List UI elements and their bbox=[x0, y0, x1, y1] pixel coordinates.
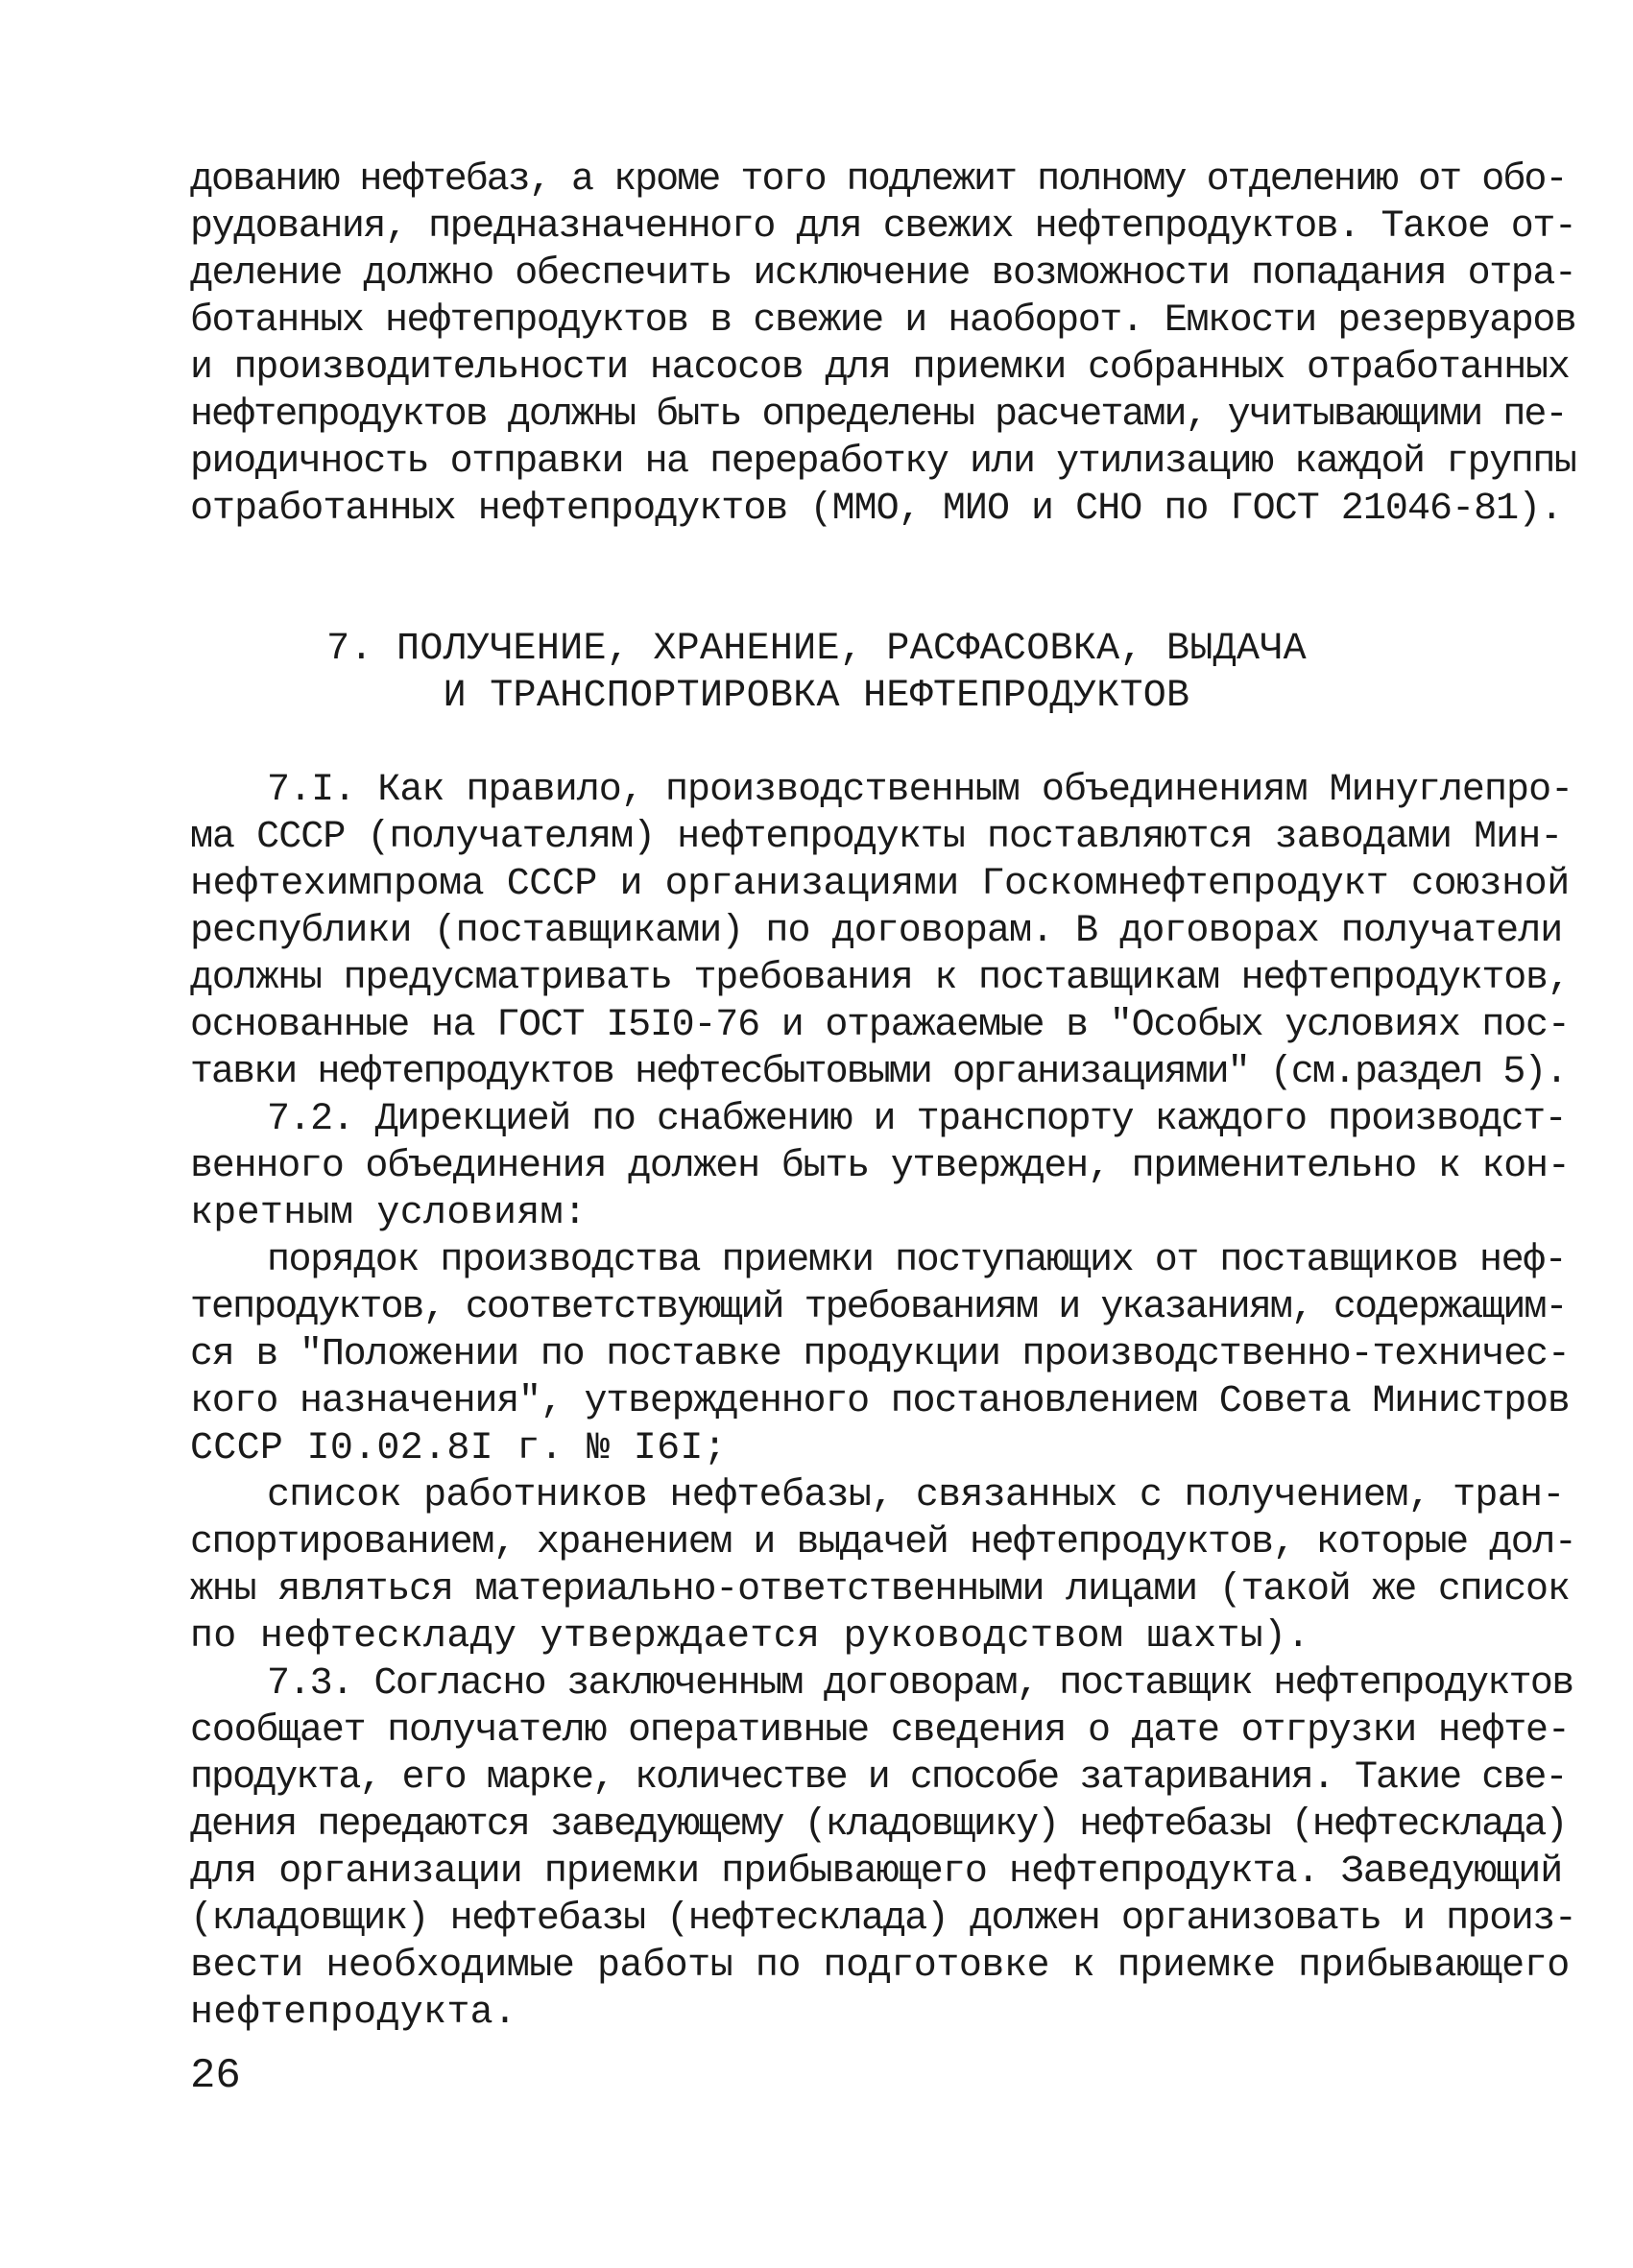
list-item-staff-line: жны являться материально-ответственными лицами (такой же список bbox=[190, 1568, 1570, 1611]
page-number: 26 bbox=[190, 2052, 241, 2100]
paragraph-7-2-line: венного объединения должен быть утвержден, применительно к кон- bbox=[190, 1145, 1570, 1188]
text-line: и производительности насосов для приемки собранных отработанных bbox=[190, 346, 1570, 390]
paragraph-7-1-line: должны предусматривать требования к поставщикам нефтепродуктов, bbox=[190, 957, 1570, 1000]
list-item-order-line: СССР I0.02.8I г. № I6I; bbox=[190, 1427, 727, 1470]
paragraph-7-2-line: кретным условиям: bbox=[190, 1192, 588, 1235]
list-item-order-line: порядок производства приемки поступающих от поставщиков неф- bbox=[267, 1239, 1567, 1282]
paragraph-7-3-line: 7.3. Согласно заключенным договорам, поставщик нефтепродуктов bbox=[267, 1662, 1573, 1706]
paragraph-7-3-line: (кладовщик) нефтебазы (нефтесклада) должен организовать и произ- bbox=[190, 1898, 1576, 1941]
paragraph-7-1-line: республики (поставщиками) по договорам. В договорах получатели bbox=[190, 910, 1563, 953]
paragraph-7-3-line: сообщает получателю оперативные сведения о дате отгрузки нефте- bbox=[190, 1709, 1570, 1753]
text-line: рудования, предназначенного для свежих нефтепродуктов. Такое от- bbox=[190, 205, 1576, 249]
paragraph-7-1-line: основанные на ГОСТ I5I0-76 и отражаемые в "Особых условиях пос- bbox=[190, 1004, 1570, 1047]
paragraph-7-3-line: продукта, его марке, количестве и способе затаривания. Такие све- bbox=[190, 1756, 1567, 1800]
section-heading-line: 7. ПОЛУЧЕНИЕ, ХРАНЕНИЕ, РАСФАСОВКА, ВЫДАЧА bbox=[326, 628, 1307, 671]
paragraph-7-1-line: тавки нефтепродуктов нефтесбытовыми организациями" (см.раздел 5). bbox=[190, 1051, 1567, 1094]
paragraph-7-3-line: вести необходимые работы по подготовке к приемке прибывающего bbox=[190, 1945, 1570, 1988]
text-line: риодичность отправки на переработку или утилизацию каждой группы bbox=[190, 441, 1576, 484]
list-item-staff-line: по нефтескладу утверждается руководством шахты). bbox=[190, 1615, 1310, 1659]
section-heading-line: И ТРАНСПОРТИРОВКА НЕФТЕПРОДУКТОВ bbox=[443, 675, 1190, 718]
list-item-staff-line: список работников нефтебазы, связанных с получением, тран- bbox=[267, 1474, 1565, 1517]
list-item-order-line: ся в "Положении по поставке продукции производственно-техничес- bbox=[190, 1333, 1570, 1376]
text-line: ботанных нефтепродуктов в свежие и наоборот. Емкости резервуаров bbox=[190, 299, 1576, 343]
list-item-order-line: тепродуктов, соответствующий требованиям и указаниям, содержащим- bbox=[190, 1286, 1567, 1329]
paragraph-7-2-line: 7.2. Дирекцией по снабжению и транспорту каждого производст- bbox=[267, 1098, 1567, 1141]
list-item-staff-line: спортированием, хранением и выдачей нефтепродуктов, которые дол- bbox=[190, 1521, 1576, 1564]
text-line: дованию нефтебаз, а кроме того подлежит полному отделению от обо- bbox=[190, 158, 1567, 202]
text-line: нефтепродуктов должны быть определены расчетами, учитывающими пе- bbox=[190, 394, 1567, 437]
text-line: деление должно обеспечить исключение возможности попадания отра- bbox=[190, 252, 1576, 296]
list-item-order-line: кого назначения", утвержденного постановлением Совета Министров bbox=[190, 1380, 1570, 1423]
paragraph-7-3-line: нефтепродукта. bbox=[190, 1992, 517, 2035]
paragraph-7-3-line: для организации приемки прибывающего нефтепродукта. Заведующий bbox=[190, 1850, 1563, 1894]
text-line: отработанных нефтепродуктов (ММО, МИО и СНО по ГОСТ 21046-81). bbox=[190, 488, 1563, 531]
paragraph-7-3-line: дения передаются заведующему (кладовщику) нефтебазы (нефтесклада) bbox=[190, 1803, 1567, 1847]
paragraph-7-1-line: 7.I. Как правило, производственным объединениям Минуглепро- bbox=[267, 769, 1573, 812]
paragraph-7-1-line: ма СССР (получателям) нефтепродукты поставляются заводами Мин- bbox=[190, 816, 1563, 859]
paragraph-7-1-line: нефтехимпрома СССР и организациями Госкомнефтепродукт союзной bbox=[190, 863, 1570, 906]
